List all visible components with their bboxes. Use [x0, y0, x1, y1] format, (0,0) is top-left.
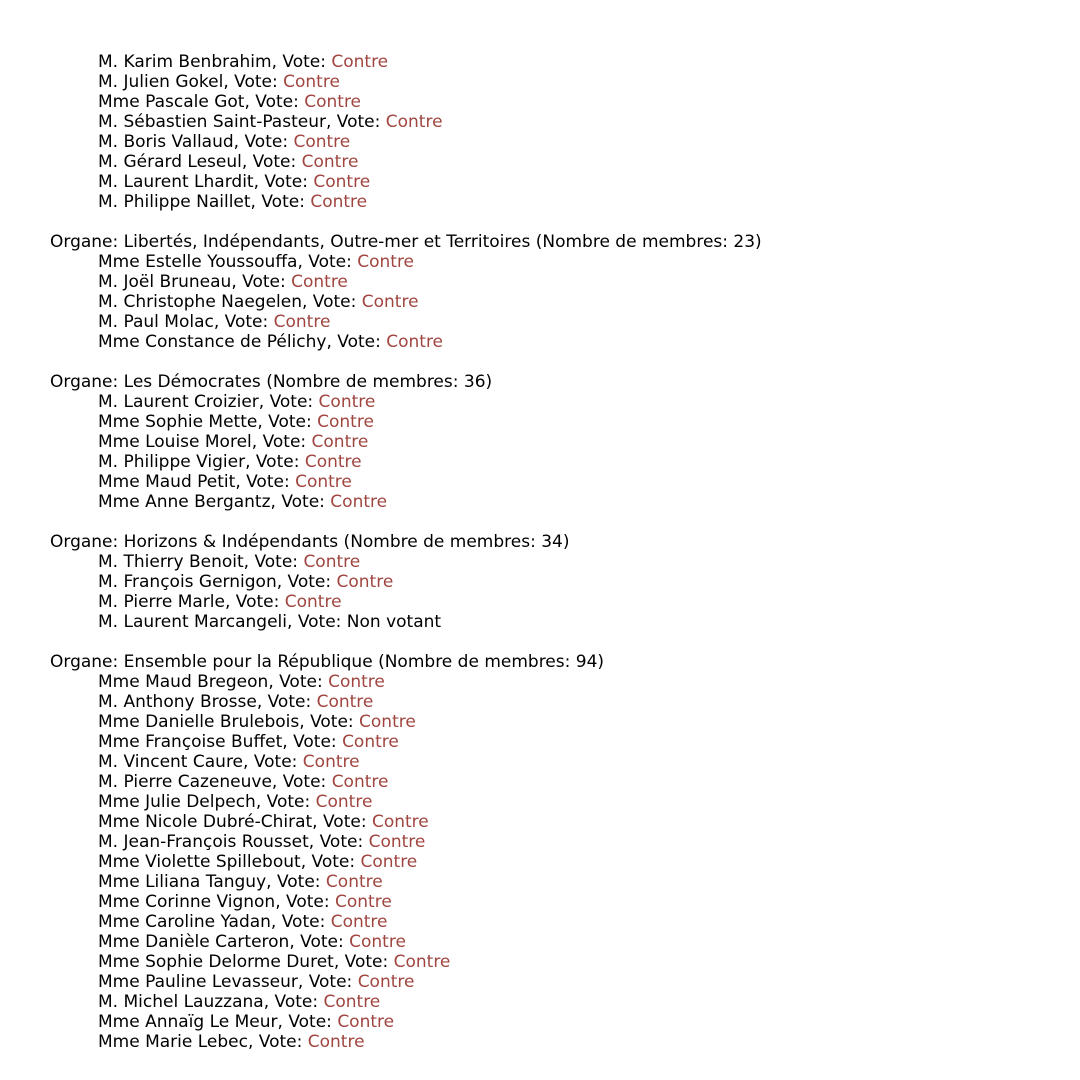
member-name: Mme Pascale Got [98, 92, 245, 112]
vote-list-document [50, 52, 762, 1052]
vote-value: Contre [307, 1032, 365, 1052]
member-vote-row: Mme Julie Delpech, Vote: Contre [98, 792, 373, 812]
member-name: Mme Liliana Tanguy [98, 872, 267, 892]
vote-value: Contre [311, 432, 369, 452]
member-name: Mme Violette Spillebout [98, 852, 301, 872]
vote-value: Contre [316, 692, 374, 712]
member-vote-row: M. Paul Molac, Vote: Contre [98, 312, 331, 332]
vote-label: Vote: [266, 792, 316, 812]
group-spacer [50, 632, 762, 652]
members-count: 34 [541, 532, 563, 552]
member-name: M. Joël Bruneau [98, 272, 232, 292]
vote-label: Vote: [252, 152, 302, 172]
member-vote-row: Mme Louise Morel, Vote: Contre [98, 432, 369, 452]
member-vote-row: Mme Caroline Yadan, Vote: Contre [98, 912, 388, 932]
vote-value: Contre [368, 832, 426, 852]
group-spacer [50, 212, 762, 232]
member-vote-row: Mme Marie Lebec, Vote: Contre [98, 1032, 365, 1052]
vote-value: Contre [301, 152, 359, 172]
member-name: M. Paul Molac [98, 312, 214, 332]
vote-value: Contre [318, 392, 376, 412]
organe-header: Organe: Ensemble pour la République (Nombre de membres: 94) [50, 652, 605, 672]
vote-label: Vote: [235, 592, 285, 612]
vote-label: Vote: [344, 952, 394, 972]
member-vote-row: M. Pierre Marle, Vote: Contre [98, 592, 342, 612]
member-vote-row: Mme Corinne Vignon, Vote: Contre [98, 892, 392, 912]
vote-value: Contre [283, 72, 340, 92]
member-name: Mme Pauline Levasseur [98, 972, 298, 992]
member-vote-row: Mme Annaïg Le Meur, Vote: Contre [98, 1012, 395, 1032]
vote-value: Contre [313, 172, 371, 192]
member-vote-row: Mme Constance de Pélichy, Vote: Contre [98, 332, 444, 352]
member-vote-row: Mme Sophie Delorme Duret, Vote: Contre [98, 952, 451, 972]
vote-label: Vote: [224, 312, 274, 332]
member-vote-row: Mme Pascale Got, Vote: Contre [98, 92, 362, 112]
member-vote-row: Mme Maud Petit, Vote: Contre [98, 472, 352, 492]
member-name: M. Vincent Caure [98, 752, 244, 772]
member-vote-row: Mme Maud Bregeon, Vote: Contre [98, 672, 385, 692]
member-name: Mme Maud Bregeon [98, 672, 269, 692]
member-vote-row: M. Karim Benbrahim, Vote: Contre [98, 52, 389, 72]
member-vote-row: M. Philippe Vigier, Vote: Contre [98, 452, 362, 472]
vote-label: Vote: [255, 452, 305, 472]
member-vote-row: M. Jean-François Rousset, Vote: Contre [98, 832, 426, 852]
member-name: Mme Constance de Pélichy [98, 332, 327, 352]
vote-label: Vote: [308, 972, 358, 992]
member-name: Mme Nicole Dubré-Chirat [98, 812, 313, 832]
member-name: M. Laurent Croizier [98, 392, 259, 412]
vote-label: Vote: [282, 772, 332, 792]
vote-label: Vote: [281, 912, 331, 932]
member-name: Mme Annaïg Le Meur [98, 1012, 278, 1032]
vote-label: Vote: [279, 672, 329, 692]
member-vote-row: Mme Françoise Buffet, Vote: Contre [98, 732, 399, 752]
vote-value: Contre [284, 592, 342, 612]
vote-value: Contre [361, 292, 419, 312]
member-name: Mme Louise Morel [98, 432, 252, 452]
members-count: 36 [463, 372, 486, 392]
vote-value: Contre [335, 892, 392, 912]
member-name: M. Anthony Brosse [98, 692, 257, 712]
member-vote-row: M. Anthony Brosse, Vote: Contre [98, 692, 374, 712]
vote-label: Vote: [337, 332, 387, 352]
vote-value: Contre [315, 792, 373, 812]
member-name: M. Christophe Naegelen [98, 292, 302, 312]
vote-value: Contre [360, 852, 418, 872]
member-name: M. Boris Vallaud [98, 132, 234, 152]
vote-value: Contre [342, 732, 399, 752]
vote-value: Contre [293, 132, 351, 152]
organe-label: Organe: [50, 532, 124, 552]
member-name: Mme Caroline Yadan [98, 912, 271, 932]
member-vote-row: M. François Gernigon, Vote: Contre [98, 572, 394, 592]
vote-label: Vote: [282, 52, 332, 72]
organe-label: Organe: [50, 232, 124, 252]
member-vote-row: M. Julien Gokel, Vote: Contre [98, 72, 340, 92]
member-name: M. Laurent Marcangeli [98, 612, 287, 632]
vote-label: Vote: [274, 992, 324, 1012]
members-count-label: Nombre de membres: [272, 372, 464, 392]
vote-value: Contre [331, 52, 389, 72]
member-name: M. Pierre Cazeneuve [98, 772, 272, 792]
vote-value: Non votant [346, 612, 442, 632]
member-name: M. Laurent Lhardit [98, 172, 254, 192]
vote-value: Contre [331, 772, 389, 792]
vote-value: Contre [357, 252, 415, 272]
vote-label: Vote: [267, 692, 317, 712]
vote-label: Vote: [300, 932, 350, 952]
member-name: Mme Sophie Mette [98, 412, 258, 432]
member-name: M. Michel Lauzzana [98, 992, 264, 1012]
vote-value: Contre [371, 812, 429, 832]
member-vote-row: Mme Violette Spillebout, Vote: Contre [98, 852, 418, 872]
vote-label: Vote: [281, 492, 331, 512]
member-name: M. Pierre Marle [98, 592, 225, 612]
member-name: Mme Maud Petit [98, 472, 236, 492]
organe-header: Organe: Les Démocrates (Nombre de membres: 36) [50, 372, 493, 392]
vote-value: Contre [302, 752, 360, 772]
vote-label: Vote: [312, 292, 362, 312]
member-name: M. Gérard Leseul [98, 152, 242, 172]
vote-label: Vote: [287, 572, 337, 592]
vote-label: Vote: [255, 92, 305, 112]
organe-label: Organe: [50, 372, 124, 392]
vote-label: Vote: [261, 192, 311, 212]
member-name: Mme Julie Delpech [98, 792, 256, 812]
member-vote-row: Mme Sophie Mette, Vote: Contre [98, 412, 374, 432]
vote-label: Vote: [246, 472, 296, 492]
member-vote-row: M. Sébastien Saint-Pasteur, Vote: Contre [98, 112, 443, 132]
member-vote-row: M. Christophe Naegelen, Vote: Contre [98, 292, 419, 312]
member-vote-row: M. Laurent Lhardit, Vote: Contre [98, 172, 371, 192]
vote-label: Vote: [258, 1032, 308, 1052]
member-name: Mme Françoise Buffet [98, 732, 283, 752]
vote-value: Contre [330, 912, 388, 932]
vote-label: Vote: [276, 872, 326, 892]
vote-value: Contre [317, 412, 374, 432]
vote-label: Vote: [234, 72, 284, 92]
vote-label: Vote: [308, 252, 358, 272]
vote-value: Contre [291, 272, 348, 292]
vote-label: Vote: [297, 612, 347, 632]
organe-name: Les Démocrates [123, 372, 261, 392]
vote-value: Contre [304, 452, 362, 472]
member-name: M. François Gernigon [98, 572, 277, 592]
organe-group [50, 652, 762, 1052]
group-spacer [50, 352, 762, 372]
organe-header: Organe: Horizons & Indépendants (Nombre de membres: 34) [50, 532, 570, 552]
vote-label: Vote: [286, 892, 335, 912]
member-name: M. Julien Gokel [98, 72, 224, 92]
vote-value: Contre [303, 552, 361, 572]
vote-value: Contre [325, 872, 383, 892]
organe-header: Organe: Libertés, Indépendants, Outre-mer et Territoires (Nombre de membres: 23) [50, 232, 762, 252]
member-vote-row: M. Boris Vallaud, Vote: Contre [98, 132, 351, 152]
member-name: Mme Danielle Brulebois [98, 712, 300, 732]
member-vote-row: M. Joël Bruneau, Vote: Contre [98, 272, 348, 292]
vote-label: Vote: [254, 552, 304, 572]
member-vote-row: M. Laurent Marcangeli, Vote: Non votant [98, 612, 442, 632]
member-vote-row: Mme Danielle Brulebois, Vote: Contre [98, 712, 416, 732]
organe-group [50, 532, 762, 632]
vote-label: Vote: [336, 112, 386, 132]
member-name: M. Thierry Benoit [98, 552, 244, 572]
vote-label: Vote: [242, 272, 292, 292]
member-name: Mme Anne Bergantz [98, 492, 271, 512]
member-name: M. Philippe Vigier [98, 452, 246, 472]
vote-label: Vote: [293, 732, 343, 752]
member-vote-row: M. Gérard Leseul, Vote: Contre [98, 152, 359, 172]
organe-group [50, 232, 762, 352]
group-spacer [50, 512, 762, 532]
member-name: Mme Marie Lebec [98, 1032, 248, 1052]
organe-group [50, 372, 762, 512]
organe-name: Ensemble pour la République [123, 652, 373, 672]
vote-label: Vote: [268, 412, 318, 432]
vote-value: Contre [386, 332, 444, 352]
vote-label: Vote: [288, 1012, 338, 1032]
member-name: M. Philippe Naillet [98, 192, 251, 212]
member-vote-row: M. Laurent Croizier, Vote: Contre [98, 392, 376, 412]
vote-value: Contre [349, 932, 406, 952]
vote-value: Contre [330, 492, 388, 512]
vote-value: Contre [310, 192, 368, 212]
member-name: M. Karim Benbrahim [98, 52, 272, 72]
organe-name: Libertés, Indépendants, Outre-mer et Territoires [123, 232, 531, 252]
members-count: 23 [733, 232, 756, 252]
vote-value: Contre [337, 1012, 395, 1032]
vote-label: Vote: [311, 852, 361, 872]
member-vote-row: Mme Liliana Tanguy, Vote: Contre [98, 872, 383, 892]
vote-value: Contre [295, 472, 352, 492]
member-vote-row: Mme Estelle Youssouffa, Vote: Contre [98, 252, 415, 272]
member-vote-row: M. Vincent Caure, Vote: Contre [98, 752, 360, 772]
vote-label: Vote: [269, 392, 319, 412]
vote-label: Vote: [262, 432, 312, 452]
members-count-label: Nombre de membres: [350, 532, 542, 552]
member-vote-row: M. Philippe Naillet, Vote: Contre [98, 192, 368, 212]
vote-value: Contre [357, 972, 415, 992]
member-vote-row: Mme Anne Bergantz, Vote: Contre [98, 492, 388, 512]
vote-value: Contre [304, 92, 362, 112]
members-count-label: Nombre de membres: [384, 652, 576, 672]
vote-value: Contre [323, 992, 381, 1012]
member-name: Mme Estelle Youssouffa [98, 252, 298, 272]
vote-value: Contre [273, 312, 331, 332]
members-count-label: Nombre de membres: [542, 232, 734, 252]
member-vote-row: M. Pierre Cazeneuve, Vote: Contre [98, 772, 389, 792]
vote-label: Vote: [310, 712, 360, 732]
member-name: Mme Sophie Delorme Duret [98, 952, 334, 972]
vote-label: Vote: [319, 832, 369, 852]
member-vote-row: Mme Nicole Dubré-Chirat, Vote: Contre [98, 812, 429, 832]
vote-value: Contre [393, 952, 451, 972]
member-vote-row: M. Michel Lauzzana, Vote: Contre [98, 992, 381, 1012]
vote-value: Contre [336, 572, 394, 592]
organe-name: Horizons & Indépendants [123, 532, 339, 552]
member-vote-row: Mme Danièle Carteron, Vote: Contre [98, 932, 406, 952]
vote-label: Vote: [253, 752, 303, 772]
member-name: Mme Danièle Carteron [98, 932, 290, 952]
member-name: Mme Corinne Vignon [98, 892, 276, 912]
vote-label: Vote: [244, 132, 294, 152]
members-count: 94 [575, 652, 598, 672]
member-name: M. Sébastien Saint-Pasteur [98, 112, 326, 132]
member-vote-row: M. Thierry Benoit, Vote: Contre [98, 552, 361, 572]
vote-value: Contre [385, 112, 443, 132]
organe-group [50, 52, 762, 212]
vote-label: Vote: [322, 812, 372, 832]
member-vote-row: Mme Pauline Levasseur, Vote: Contre [98, 972, 415, 992]
vote-label: Vote: [264, 172, 314, 192]
vote-value: Contre [328, 672, 385, 692]
vote-value: Contre [359, 712, 416, 732]
organe-label: Organe: [50, 652, 124, 672]
member-name: M. Jean-François Rousset [98, 832, 309, 852]
